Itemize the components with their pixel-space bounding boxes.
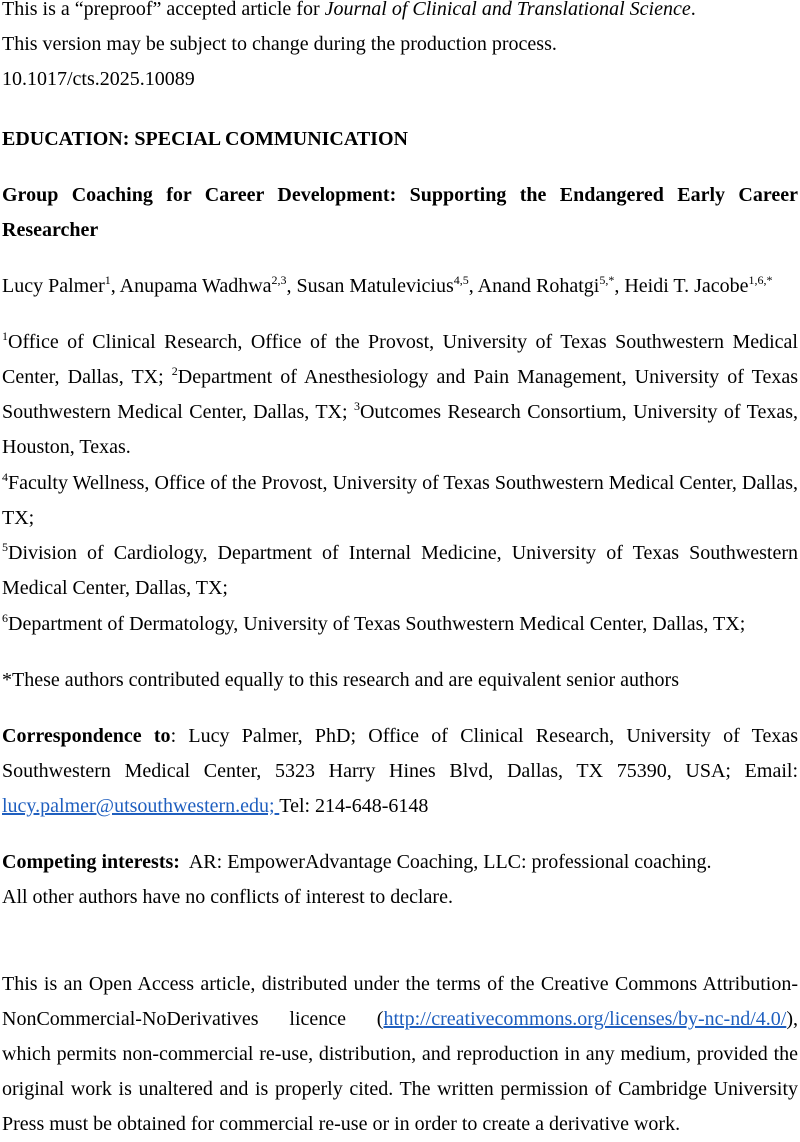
article-title: Group Coaching for Career Development: Supporting the Endangered Early Career Researcher bbox=[2, 184, 798, 241]
author: Anand Rohatgi$^{5,*}$, bbox=[477, 273, 625, 297]
author: Lucy Palmer$^1$, bbox=[2, 273, 120, 297]
author-list bbox=[2, 269, 798, 304]
doi: 10.1017/cts.2025.10089 bbox=[2, 68, 195, 90]
author: Anupama Wadhwa$^{2,3}$, bbox=[119, 273, 297, 297]
correspondence-label: Correspondence to bbox=[2, 725, 171, 747]
competing-interests-label: Competing interests: bbox=[2, 851, 180, 873]
journal-name: Journal of Clinical and Translational Science bbox=[324, 0, 691, 20]
affiliation-6: $^6$Department of Dermatology, University of Texas Southwestern Medical Center, Dallas, TX; bbox=[2, 611, 746, 635]
production-notice: This version may be subject to change during the production process. bbox=[2, 33, 557, 55]
license-url-link[interactable]: http://creativecommons.org/licenses/by-nc-nd/4.0/ bbox=[383, 1008, 787, 1030]
preproof-notice: This is a “preproof” accepted article for Journal of Clinical and Translational Science. bbox=[2, 0, 696, 20]
no-conflicts-statement: All other authors have no conflicts of interest to declare. bbox=[2, 886, 453, 908]
affiliations-1-3: $^1$Office of Clinical Research, Office of the Provost, University of Texas Southwestern Medical Center, Dallas, TX; $^2$Department of Anesthesiology and Pain Management, University of Texas Southwestern Medical Center, Dallas, TX; $^3$Outcomes Research Consortium, University of Texas, Houston, Texas. bbox=[2, 329, 798, 458]
affiliation-5: $^5$Division of Cardiology, Department of Internal Medicine, University of Texas Southwestern Medical Center, Dallas, TX; bbox=[2, 540, 798, 599]
competing-interests: Competing interests: AR: EmpowerAdvantage Coaching, LLC: professional coaching. bbox=[2, 851, 712, 873]
correspondence: Correspondence to: Lucy Palmer, PhD; Office of Clinical Research, University of Texas Southwestern Medical Center, 5323 Harry Hines Blvd, Dallas, TX 75390, USA; Email: lucy.palmer@utsouthwestern.edu; Tel: 214-648-6148 bbox=[2, 725, 799, 817]
equal-contribution-note: *These authors contributed equally to this research and are equivalent senior authors bbox=[2, 669, 679, 691]
author: Susan Matulevicius$^{4,5}$, bbox=[296, 273, 478, 297]
author: Heidi T. Jacobe$^{1,6,*}$ bbox=[624, 273, 773, 297]
open-access-license: This is an Open Access article, distributed under the terms of the Creative Commons Attribution-NonCommercial-NoDerivatives licence (http://creativecommons.org/licenses/by-nc-nd/4.0/), which permits non-commercial re-use, distribution, and reproduction in any medium, provided the original work is unaltered and is properly cited. The written permission of Cambridge University Press must be obtained for commercial re-use or in order to create a derivative work. bbox=[2, 973, 798, 1135]
affiliation-4: $^4$Faculty Wellness, Office of the Provost, University of Texas Southwestern Medical Center, Dallas, TX; bbox=[2, 470, 798, 529]
section-label: EDUCATION: SPECIAL COMMUNICATION bbox=[2, 128, 408, 150]
correspondence-email-link[interactable]: lucy.palmer@utsouthwestern.edu; bbox=[2, 795, 280, 817]
